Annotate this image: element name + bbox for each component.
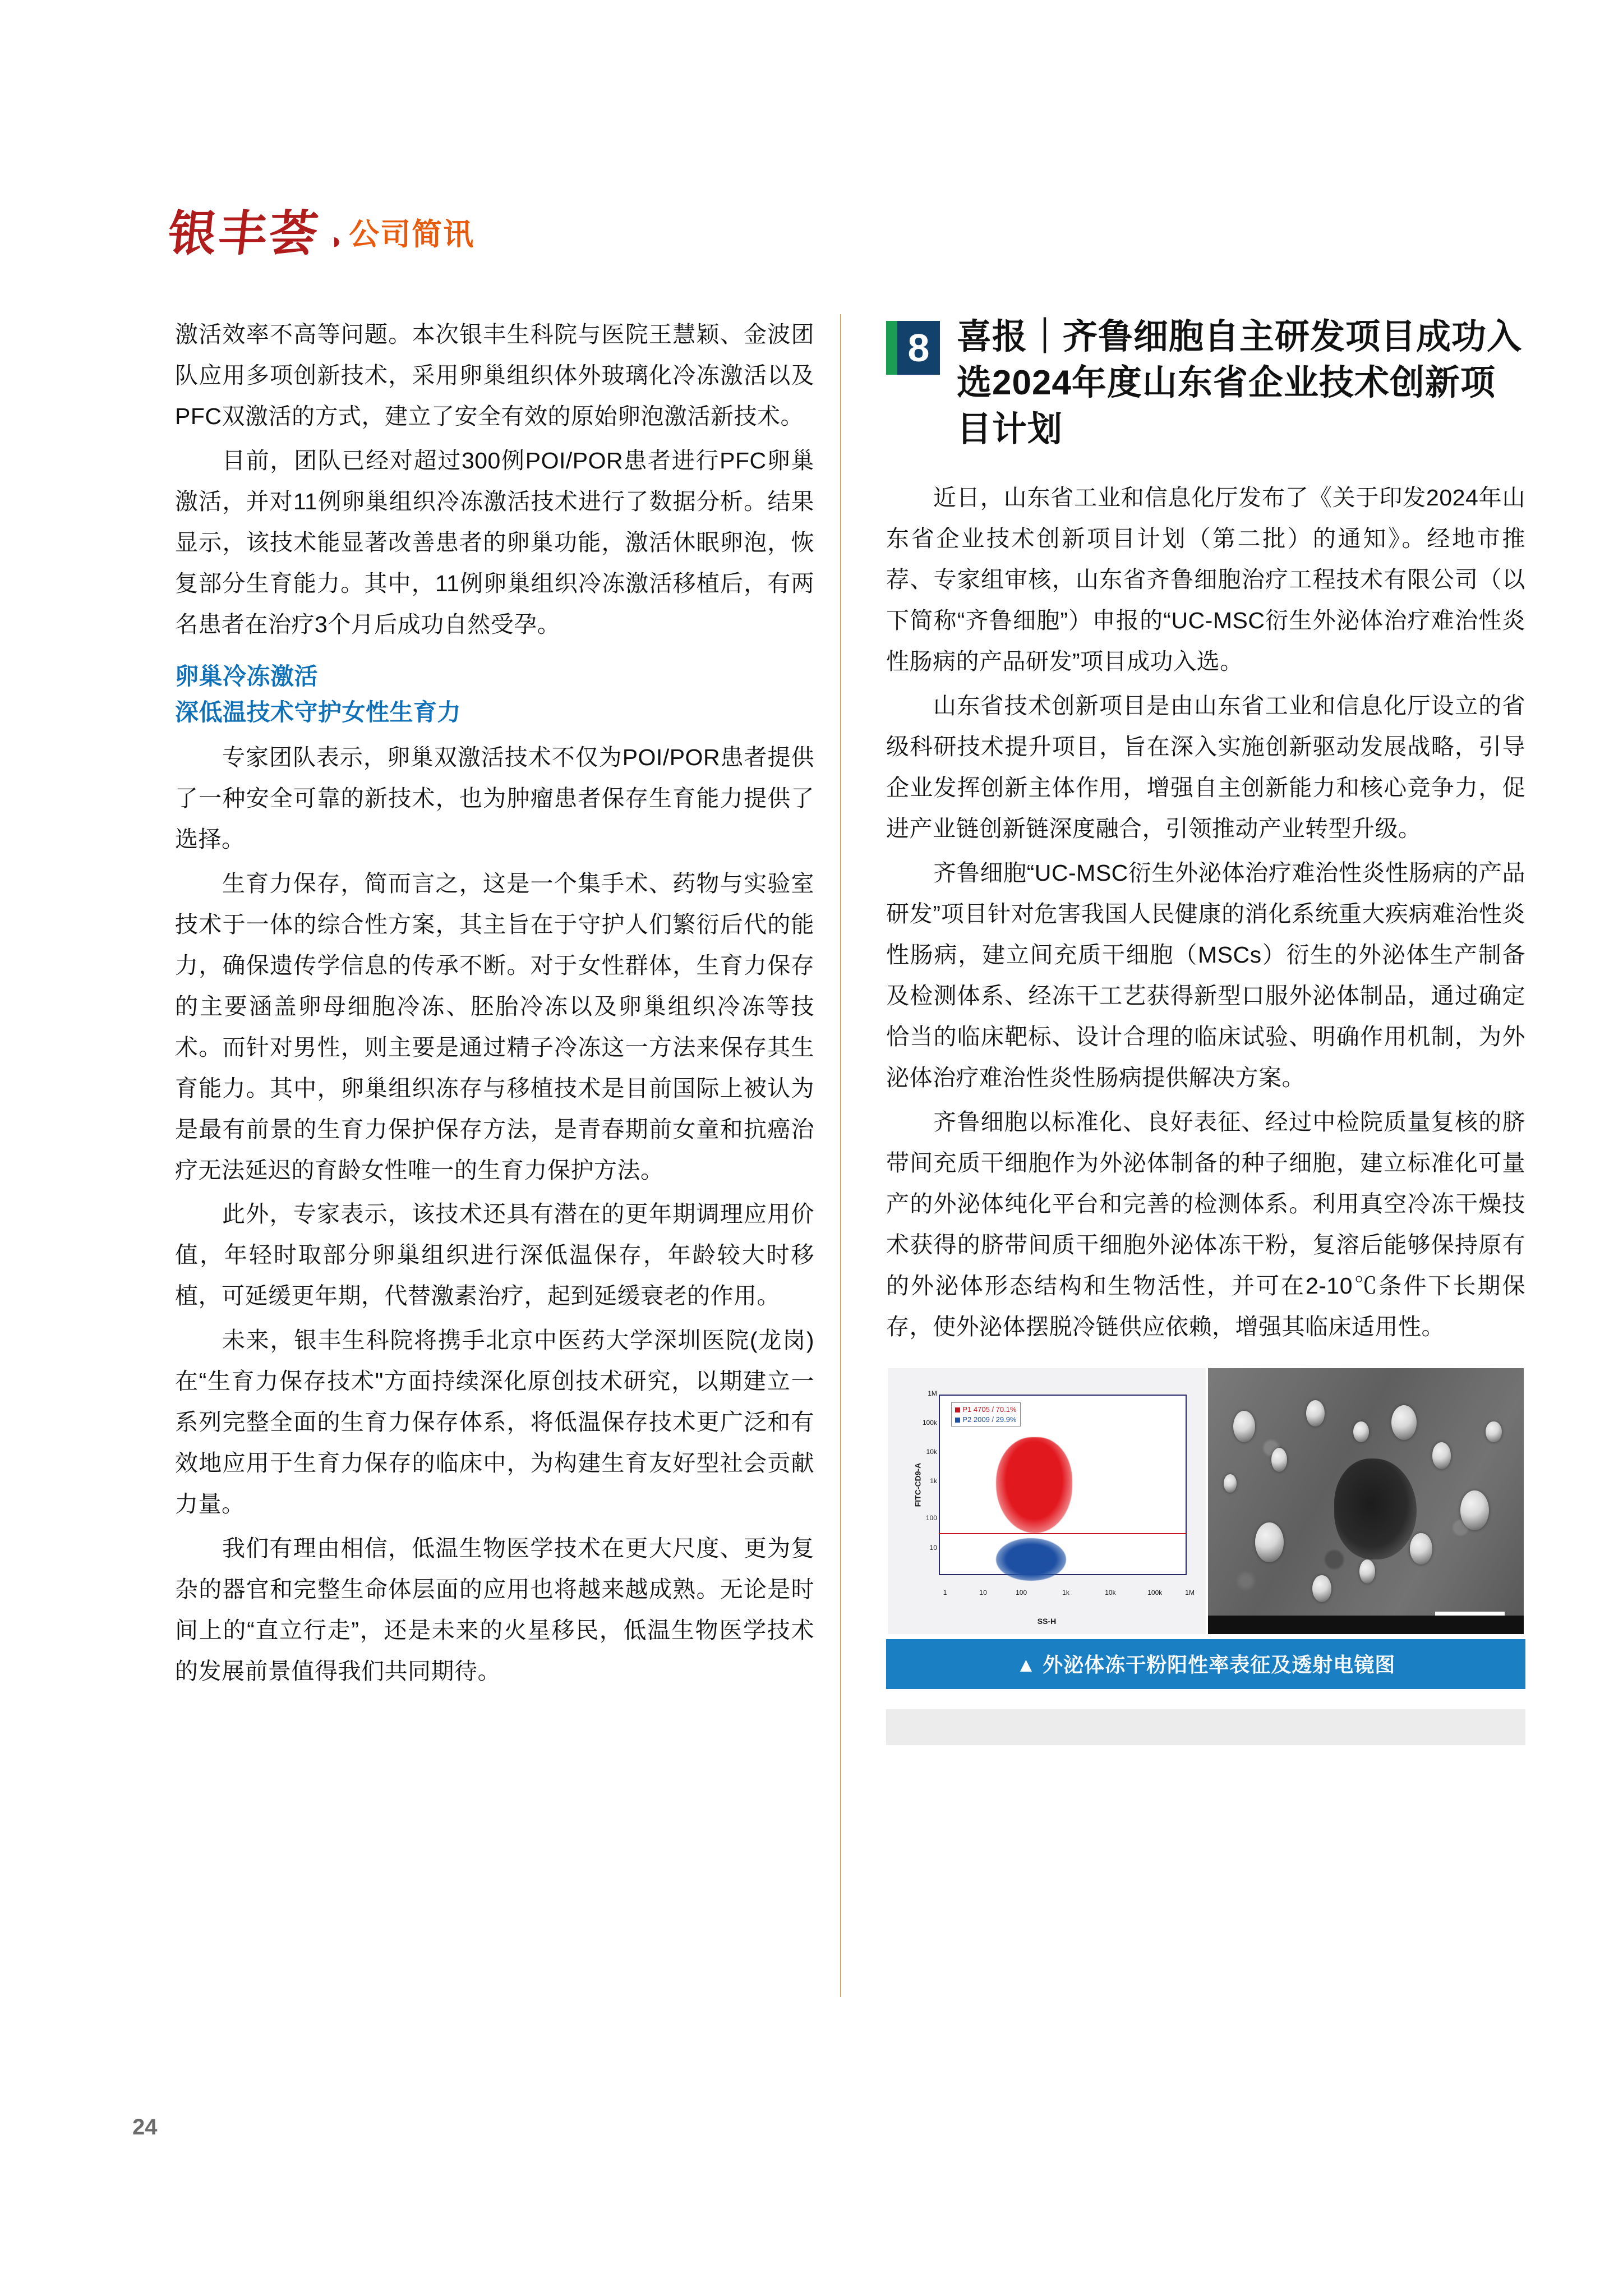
paragraph: 此外，专家表示，该技术还具有潜在的更年期调理应用价值，年轻时取部分卵巢组织进行深低温保存，年龄较大时移植，可延缓更年期，代替激素治疗，起到延缓衰老的作用。	[175, 1201, 814, 1309]
y-tick: 1k	[930, 1477, 937, 1485]
exosome-vesicle	[1391, 1405, 1417, 1440]
badge-accent-bar	[886, 321, 898, 375]
tem-dark-aggregate	[1334, 1458, 1416, 1559]
x-tick: 1k	[1062, 1589, 1069, 1597]
figure	[886, 1366, 1525, 1745]
y-tick: 1M	[928, 1389, 937, 1397]
plot-y-axis-label: FITC-CD9-A	[913, 1462, 923, 1507]
legend-swatch-p2	[955, 1418, 960, 1423]
exosome-vesicle	[1255, 1522, 1284, 1562]
paragraph: 我们有理由相信，低温生物医学技术在更大尺度、更为复杂的器官和完整生命体层面的应用也将越来越成熟。无论是时间上的“直立行走”，还是未来的火星移民，低温生物医学技术的发展前景值得我们共同期待。	[175, 1535, 814, 1685]
legend-label-p2: P2 2009 / 29.9%	[962, 1415, 1017, 1424]
paragraph: 齐鲁细胞以标准化、良好表征、经过中检院质量复核的脐带间充质干细胞作为外泌体制备的种子细胞，建立标准化可量产的外泌体纯化平台和完善的检测体系。利用真空冷冻干燥技术获得的脐带间质干细胞外泌体冻干粉，复溶后能够保持原有的外泌体形态结构和生物活性，并可在2-10℃条件下长期保存，使外泌体摆脱冷链供应依赖，增强其临床适用性。	[886, 1108, 1525, 1340]
paragraph: 目前，团队已经对超过300例POI/POR患者进行PFC卵巢激活，并对11例卵巢组织冷冻激活技术进行了数据分析。结果显示，该技术能显著改善患者的卵巢功能，激活休眠卵泡，恢复部分生育能力。其中，11例卵巢组织冷冻激活移植后，有两名患者在治疗3个月后成功自然受孕。	[175, 447, 814, 637]
figure-images	[886, 1366, 1525, 1636]
exosome-vesicle	[1224, 1474, 1237, 1493]
x-tick: 10k	[1105, 1589, 1116, 1597]
x-tick: 100	[1016, 1589, 1027, 1597]
brand-logo-text: 银丰荟	[165, 205, 323, 262]
article-number-badge	[886, 321, 940, 375]
right-column	[886, 314, 1525, 1745]
exosome-vesicle	[1271, 1448, 1287, 1472]
exosome-vesicle	[1306, 1400, 1325, 1427]
paragraph: 生育力保存，简而言之，这是一个集手术、药物与实验室技术于一体的综合性方案，其主旨在于守护人们繁衍后代的能力，确保遗传学信息的传承不断。对于女性群体，生育力保存的主要涵盖卵母细胞冷冻、胚胎冷冻以及卵巢组织冷冻等技术。而针对男性，则主要是通过精子冷冻这一方法来保存其生育能力。其中，卵巢组织冻存与移植技术是目前国际上被认为是最有前景的生育力保护保存方法，是青春期前女童和抗癌治疗无法延迟的育龄女性唯一的生育力保护方法。	[175, 870, 814, 1183]
legend-label-p1: P1 4705 / 70.1%	[962, 1405, 1017, 1414]
exosome-vesicle	[1460, 1490, 1489, 1530]
legend-swatch-p1	[955, 1407, 960, 1412]
tem-scale-bar	[1435, 1612, 1505, 1616]
page-header	[165, 174, 953, 262]
x-tick: 1	[943, 1589, 947, 1597]
scatter-cluster-p2	[996, 1538, 1066, 1581]
paragraph: 未来，银丰生科院将携手北京中医药大学深圳医院(龙岗)在“生育力保存技术"方面持续深化原创技术研究，以期建立一系列完整全面的生育力保存体系，将低温保存技术更广泛和有效地应用于生育力保存的临床中，为构建生育友好型社会贡献力量。	[175, 1327, 814, 1517]
y-tick: 10	[929, 1543, 937, 1552]
flow-cytometry-plot	[888, 1368, 1206, 1634]
paragraph: 激活效率不高等问题。本次银丰生科院与医院王慧颖、金波团队应用多项创新技术，采用卵巢组织体外玻璃化冷冻激活以及PFC双激活的方式，建立了安全有效的原始卵泡激活新技术。	[175, 321, 814, 429]
legend-item-p2	[955, 1415, 1016, 1425]
exosome-vesicle	[1410, 1533, 1432, 1565]
figure-footer-band	[886, 1709, 1525, 1745]
x-tick: 1M	[1185, 1589, 1195, 1597]
x-tick: 100k	[1147, 1589, 1163, 1597]
exosome-vesicle	[1486, 1421, 1501, 1443]
subheading: 深低温技术守护女性生育力	[175, 698, 462, 725]
gate-threshold-line	[939, 1533, 1187, 1534]
tem-micrograph	[1206, 1368, 1524, 1634]
page-number: 24	[132, 2115, 158, 2139]
exosome-vesicle	[1432, 1442, 1451, 1469]
scatter-cluster-p1	[996, 1437, 1072, 1533]
exosome-vesicle	[1312, 1575, 1331, 1602]
article-title: 喜报｜齐鲁细胞自主研发项目成功入选2024年度山东省企业技术创新项目计划	[957, 318, 1523, 449]
tem-info-bar	[1208, 1616, 1524, 1634]
legend-item-p1	[955, 1405, 1016, 1415]
brand-mark-icon: ◑	[328, 229, 342, 254]
figure-caption: ▲ 外泌体冻干粉阳性率表征及透射电镜图	[886, 1639, 1525, 1689]
subheading: 卵巢冷冻激活	[175, 662, 319, 689]
plot-x-axis-label: SS-H	[1037, 1617, 1057, 1626]
left-column	[175, 314, 814, 1692]
paragraph: 专家团队表示，卵巢双激活技术不仅为POI/POR患者提供了一种安全可靠的新技术，也为肿瘤患者保存生育能力提供了选择。	[175, 744, 814, 852]
y-tick: 100k	[922, 1418, 937, 1427]
exosome-vesicle	[1359, 1559, 1375, 1584]
article-header	[886, 314, 1525, 453]
y-tick: 100	[925, 1514, 937, 1522]
column-divider	[840, 314, 841, 1997]
paragraph: 近日，山东省工业和信息化厅发布了《关于印发2024年山东省企业技术创新项目计划（第二批）的通知》。经地市推荐、专家组审核，山东省齐鲁细胞治疗工程技术有限公司（以下简称“齐鲁细胞”）申报的“UC-MSC衍生外泌体治疗难治性炎性肠病的产品研发”项目成功入选。	[886, 485, 1525, 675]
section-label: 公司简讯	[349, 218, 475, 251]
paragraph: 齐鲁细胞“UC-MSC衍生外泌体治疗难治性炎性肠病的产品研发”项目针对危害我国人民健康的消化系统重大疾病难治性炎性肠病，建立间充质干细胞（MSCs）衍生的外泌体生产制备及检测体系、经冻干工艺获得新型口服外泌体制品，通过确定恰当的临床靶标、设计合理的临床试验、明确作用机制，为外泌体治疗难治性炎性肠病提供解决方案。	[886, 860, 1525, 1091]
y-tick: 10k	[926, 1447, 937, 1456]
plot-legend	[951, 1402, 1020, 1427]
badge-number: 8	[897, 321, 940, 375]
x-tick: 10	[979, 1589, 987, 1597]
paragraph: 山东省技术创新项目是由山东省工业和信息化厅设立的省级科研技术提升项目，旨在深入实施创新驱动发展战略，引导企业发挥创新主体作用，增强自主创新能力和核心竞争力，促进产业链创新链深度融合，引领推动产业转型升级。	[886, 693, 1525, 842]
